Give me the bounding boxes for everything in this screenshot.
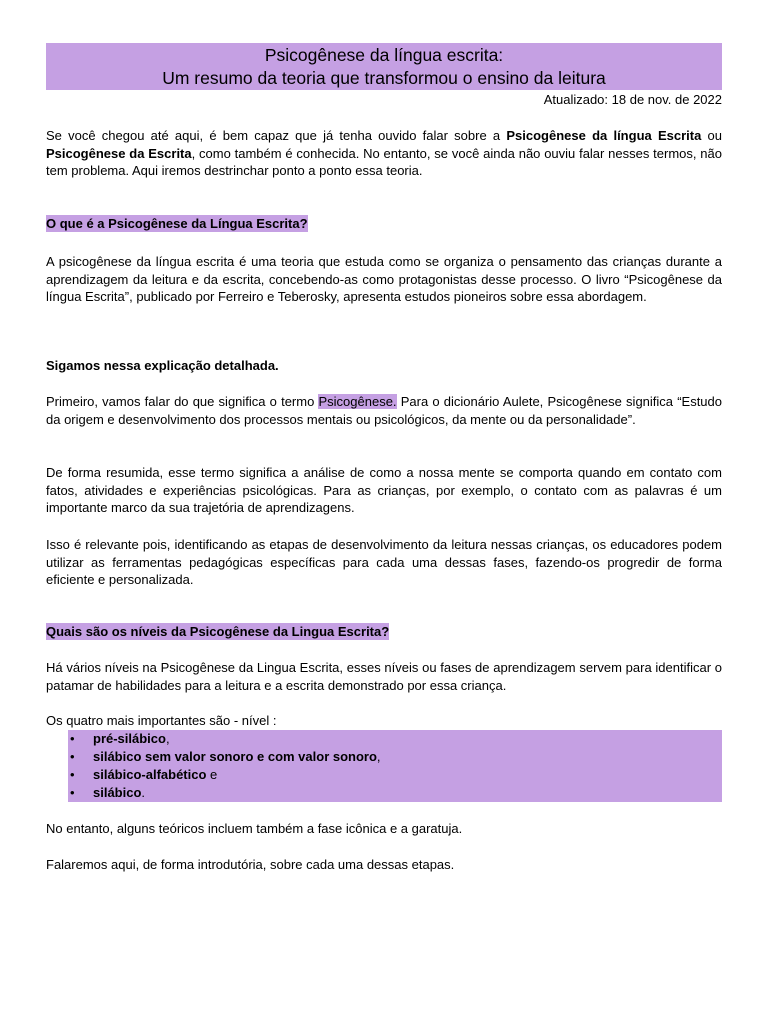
bullet-icon: • xyxy=(70,767,75,782)
section-3-heading xyxy=(46,623,389,641)
intro-bold-1: Psicogênese da língua Escrita xyxy=(506,128,702,143)
list-item xyxy=(68,766,722,784)
section-2-paragraph-3: Isso é relevante pois, identificando as etapas de desenvolvimento da leitura nessas crianças, os educadores podem utilizar as ferramentas pedagógicas específicas para cada uma dessas fases, fazendo-os progredir de forma eficiente e personalizada. xyxy=(46,537,722,587)
psicogenese-text-post: Para o dicionário Aulete, Psicogênese significa “Estudo da origem e desenvolvimento dos processos mentais ou psicológicos, da mente ou da personalidade”. xyxy=(46,394,722,427)
levels-list xyxy=(68,730,722,802)
section-1-paragraph: A psicogênese da língua escrita é uma teoria que estuda como se organiza o pensamento das crianças durante a aprendizagem da leitura e da escrita, concebendo-as como protagonistas desse processo. O livro “Psicogênese da língua Escrita”, publicado por Ferreiro e Teberosky, apresenta estudos pioneiros sobre essa abordagem. xyxy=(46,254,722,304)
title-banner xyxy=(46,43,722,90)
title-line-1: Psicogênese da língua escrita: xyxy=(264,44,504,65)
intro-text-2: ou xyxy=(701,128,722,143)
updated-date: Atualizado: 18 de nov. de 2022 xyxy=(543,92,722,107)
section-1-heading xyxy=(46,215,308,233)
bullet-icon: • xyxy=(70,731,75,746)
psicogenese-highlight: Psicogênese. xyxy=(318,394,397,409)
level-name: pré-silábico xyxy=(93,731,166,746)
section-3-paragraph-1: Há vários níveis na Psicogênese da Lingua Escrita, esses níveis ou fases de aprendizagem servem para identificar o patamar de habilidades para a leitura e a escrita demonstrado por essa criança. xyxy=(46,660,722,693)
list-intro: Os quatro mais importantes são - nível : xyxy=(46,713,277,728)
level-name: silábico sem valor sonoro e com valor sonoro xyxy=(93,749,377,764)
level-tail: . xyxy=(141,785,146,800)
intro-text-3: , como também é conhecida. No entanto, se você ainda não ouviu falar nesses termos, não tem problema. Aqui iremos destrinchar ponto a ponto essa teoria. xyxy=(46,145,722,178)
bullet-icon: • xyxy=(70,785,75,800)
level-tail: , xyxy=(165,731,170,746)
level-tail: e xyxy=(206,767,218,782)
intro-paragraph xyxy=(46,127,722,180)
intro-bold-2: Psicogênese da Escrita xyxy=(46,145,192,161)
section-1-heading-text: O que é a Psicogênese da Língua Escrita? xyxy=(46,216,308,231)
list-item xyxy=(68,748,722,766)
psicogenese-text-pre: Primeiro, vamos falar do que significa o termo xyxy=(46,394,319,409)
list-item xyxy=(68,730,722,748)
section-3-paragraph-3: Falaremos aqui, de forma introdutória, sobre cada uma dessas etapas. xyxy=(46,857,455,872)
bullet-icon: • xyxy=(70,749,75,764)
section-2-paragraph-2: De forma resumida, esse termo significa a análise de como a nossa mente se comporta quando em contato com fatos, atividades e experiências psicológicas. Para as crianças, por exemplo, o contato com as palavras é um importante marco da sua trajetória de aprendizagens. xyxy=(46,465,722,515)
section-2-paragraph-1 xyxy=(46,393,722,428)
intro-text-1: Se você chegou até aqui, é bem capaz que já tenha ouvido falar sobre a xyxy=(46,128,507,143)
level-name: silábico-alfabético xyxy=(93,767,207,782)
section-3-paragraph-2: No entanto, alguns teóricos incluem também a fase icônica e a garatuja. xyxy=(46,821,463,836)
section-3-heading-text: Quais são os níveis da Psicogênese da Lingua Escrita? xyxy=(46,624,390,639)
list-item xyxy=(68,784,722,802)
level-name: silábico xyxy=(93,785,142,800)
title-line-2: Um resumo da teoria que transformou o ensino da leitura xyxy=(162,67,606,88)
section-2-heading: Sigamos nessa explicação detalhada. xyxy=(46,358,279,373)
level-tail: , xyxy=(376,749,381,764)
